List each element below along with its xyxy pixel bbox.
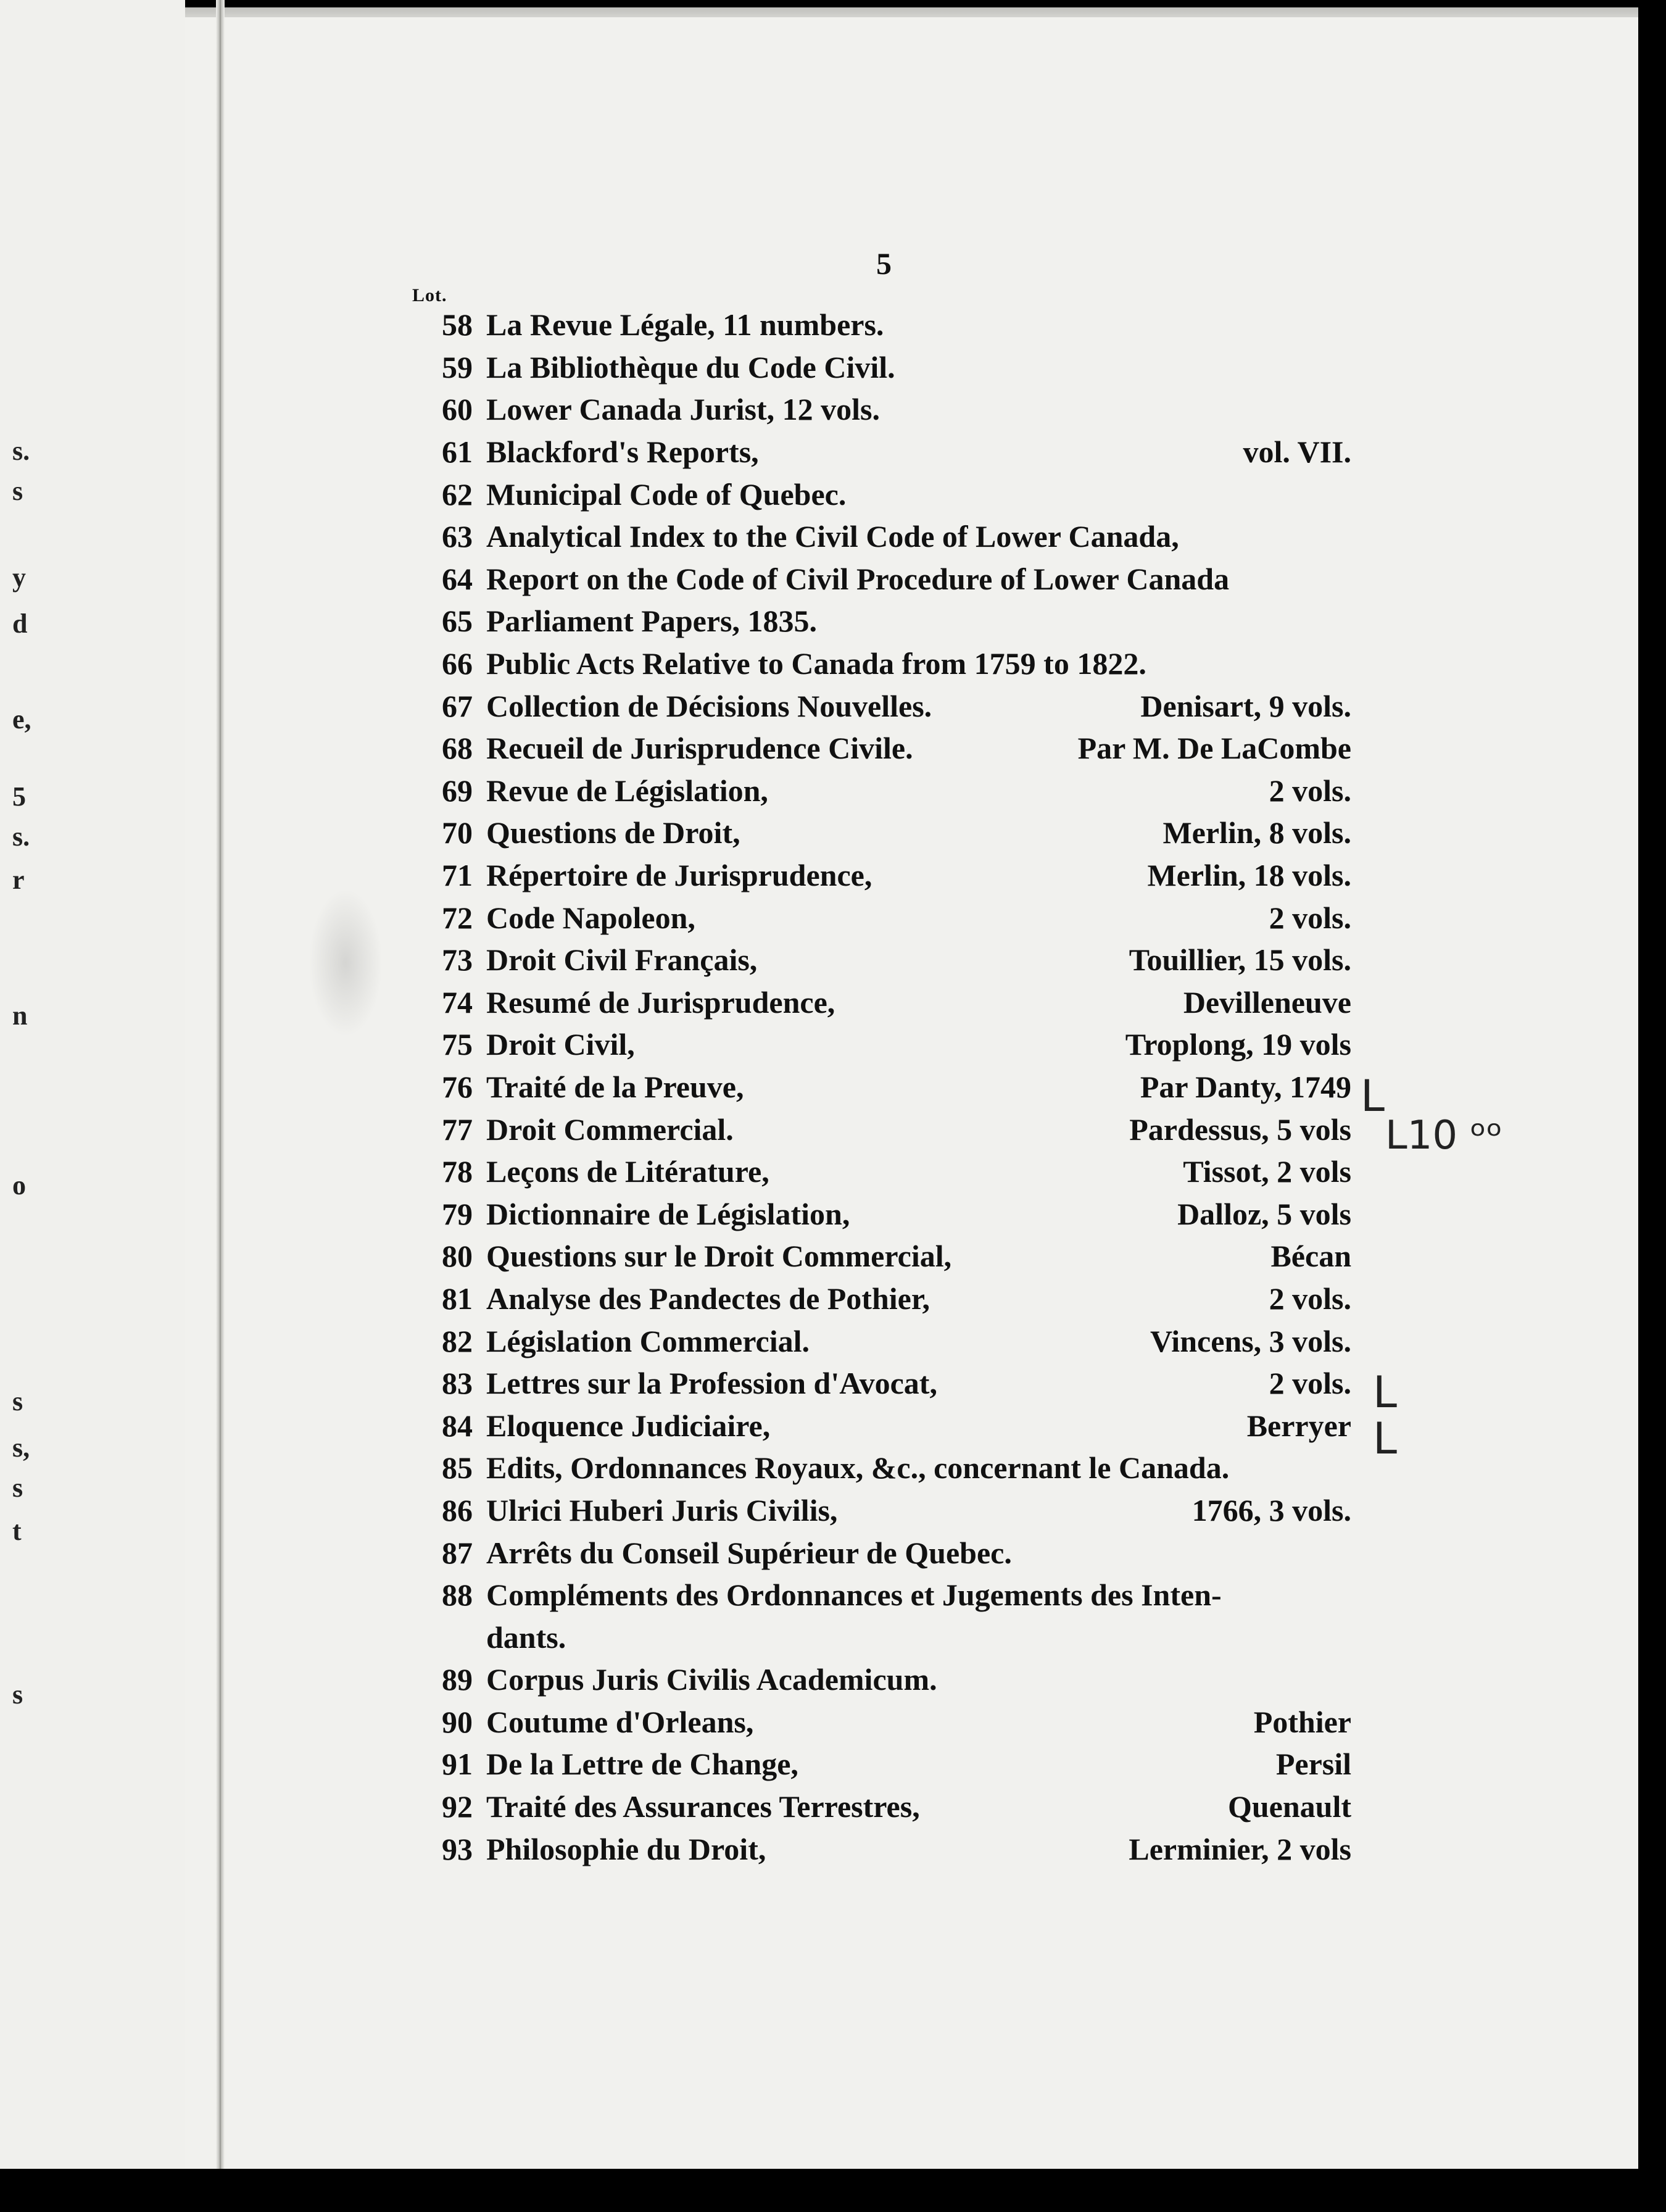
lot-number: 75 [442,1027,473,1062]
lot-number: 79 [442,1196,473,1231]
lot-title: Droit Civil Français, [486,942,758,978]
lot-author-volumes: Merlin, 8 vols. [1162,815,1351,850]
lot-entry [407,1278,1351,1320]
ink-smudge [309,889,383,1037]
lot-title: Questions de Droit, [486,815,740,850]
lot-title: Code Napoleon, [486,900,695,935]
margin-fragment: r [12,865,25,895]
lot-number: 65 [442,604,473,639]
lot-author-volumes: Troplong, 19 vols [1125,1027,1351,1062]
lot-number: 61 [442,434,473,470]
handwritten-tick-84: L [1373,1413,1397,1464]
lot-author-volumes: 2 vols. [1269,1281,1351,1316]
lot-entry [407,1023,1351,1066]
lot-author-volumes: Quenault [1227,1789,1351,1824]
lot-entry [407,727,1351,770]
lot-title: Leçons de Litérature, [486,1154,769,1189]
margin-fragment: s [12,1386,23,1416]
lot-entry [407,1531,1351,1574]
lot-title: Traité de la Preuve, [486,1069,744,1104]
lot-title: Traité des Assurances Terrestres, [486,1789,920,1824]
lot-title: Analytical Index to the Civil Code of Lower Canada, [486,519,1179,554]
lot-list [407,304,1351,1870]
lot-title: De la Lettre de Change, [486,1747,798,1782]
lot-entry [407,1489,1351,1532]
lot-title: Public Acts Relative to Canada from 1759 to 1822. [486,646,1146,681]
lot-title: dants. [486,1620,566,1655]
lot-title: Eloquence Judiciaire, [486,1408,771,1443]
lot-number: 59 [442,349,473,385]
lot-title: Coutume d'Orleans, [486,1704,754,1739]
margin-fragment: 5 [12,781,26,812]
lot-title: La Revue Légale, 11 numbers. [486,307,884,343]
lot-number: 66 [442,646,473,681]
lot-author-volumes: 2 vols. [1269,1366,1351,1401]
lot-author-volumes: Touillier, 15 vols. [1129,942,1351,978]
margin-fragment: s, [12,1432,30,1463]
lot-number: 89 [442,1662,473,1697]
lot-title: Lettres sur la Profession d'Avocat, [486,1366,937,1401]
lot-number: 83 [442,1366,473,1401]
lot-author-volumes: Berryer [1246,1408,1351,1443]
lot-number: 85 [442,1450,473,1486]
lot-number: 67 [442,688,473,723]
lot-title: Analyse des Pandectes de Pothier, [486,1281,930,1316]
lot-title: Dictionnaire de Législation, [486,1196,850,1231]
lot-title: Corpus Juris Civilis Academicum. [486,1662,937,1697]
lot-title: Droit Civil, [486,1027,635,1062]
lot-entry [407,1701,1351,1744]
lot-author-volumes: Lerminier, 2 vols [1129,1831,1351,1866]
lot-entry [407,1574,1351,1616]
handwritten-note-77: L10 ᵒᵒ [1385,1113,1503,1158]
lot-entry [407,1192,1351,1235]
margin-fragment: d [12,609,28,639]
lot-number: 62 [442,476,473,512]
lot-number: 82 [442,1323,473,1358]
lot-author-volumes: Denisart, 9 vols. [1140,688,1351,723]
lot-title: Législation Commercial. [486,1323,810,1358]
lot-entry [407,642,1351,685]
lot-author-volumes: vol. VII. [1243,434,1351,470]
lot-entry [407,388,1351,431]
margin-fragment: y [12,562,26,592]
lot-title: Compléments des Ordonnances et Jugements des Inten- [486,1578,1222,1613]
margin-fragment: e, [12,704,31,734]
lot-entry [407,1108,1351,1150]
lot-entry [407,812,1351,854]
lot-entry [407,896,1351,939]
lot-number: 93 [442,1831,473,1866]
lot-number: 90 [442,1704,473,1739]
lot-author-volumes: 2 vols. [1269,773,1351,808]
lot-entry [407,1235,1351,1278]
lot-entry [407,1827,1351,1870]
lot-number: 87 [442,1535,473,1570]
lot-author-volumes: Tissot, 2 vols [1183,1154,1351,1189]
right-border [1638,0,1666,2212]
lot-author-volumes: Pardessus, 5 vols [1129,1112,1351,1147]
margin-fragment: s. [12,436,30,466]
margin-fragment: s [12,1679,23,1710]
lot-author-volumes: Par M. De LaCombe [1077,731,1351,766]
lot-title: Arrêts du Conseil Supérieur de Quebec. [486,1535,1012,1570]
margin-fragment: s [12,1473,23,1503]
lot-entry [407,770,1351,812]
lot-number: 86 [442,1492,473,1528]
lot-number: 72 [442,900,473,935]
lot-title: Lower Canada Jurist, 12 vols. [486,392,881,427]
bottom-border [0,2169,1666,2212]
lot-entry [407,1320,1351,1362]
lot-number: 81 [442,1281,473,1316]
handwritten-tick-76: L [1361,1071,1385,1121]
lot-title: Questions sur le Droit Commercial, [486,1239,952,1274]
page-number: 5 [876,246,892,281]
lot-number: 58 [442,307,473,343]
lot-title: Recueil de Jurisprudence Civile. [486,731,913,766]
lot-number: 78 [442,1154,473,1189]
lot-number: 60 [442,392,473,427]
lot-title: Parliament Papers, 1835. [486,604,818,639]
lot-entry [407,1447,1351,1489]
lot-entry [407,1404,1351,1447]
lot-number: 91 [442,1747,473,1782]
lot-title: Répertoire de Jurisprudence, [486,858,872,893]
lot-author-volumes: Dalloz, 5 vols [1177,1196,1351,1231]
lot-entry [407,304,1351,346]
lot-title: Resumé de Jurisprudence, [486,984,835,1020]
lot-entry [407,939,1351,981]
lot-number: 69 [442,773,473,808]
lot-entry [407,1362,1351,1405]
lot-number: 64 [442,561,473,596]
lot-number: 88 [442,1578,473,1613]
lot-entry [407,1786,1351,1828]
lot-number: 68 [442,731,473,766]
lot-entry [407,1743,1351,1786]
lot-number: 63 [442,519,473,554]
lot-author-volumes: Pothier [1253,1704,1351,1739]
lot-entry [407,1150,1351,1193]
lot-column-header: Lot. [412,285,447,306]
lot-entry [407,346,1351,389]
lot-title: Ulrici Huberi Juris Civilis, [486,1492,838,1528]
page-fold [216,0,225,2212]
lot-author-volumes: Par Danty, 1749 [1140,1069,1351,1104]
lot-entry [407,1066,1351,1108]
lot-number: 70 [442,815,473,850]
margin-fragment: s. [12,821,30,852]
lot-author-volumes: Bécan [1270,1239,1351,1274]
lot-author-volumes: Merlin, 18 vols. [1147,858,1351,893]
lot-number: 80 [442,1239,473,1274]
lot-entry [407,473,1351,515]
lot-author-volumes: Vincens, 3 vols. [1150,1323,1351,1358]
lot-entry [407,981,1351,1024]
lot-number: 84 [442,1408,473,1443]
lot-title: Report on the Code of Civil Procedure of Lower Canada [486,561,1230,596]
margin-fragment: t [12,1516,22,1546]
lot-number: 76 [442,1069,473,1104]
lot-title: Philosophie du Droit, [486,1831,766,1866]
lot-entry [407,431,1351,473]
lot-title: Revue de Législation, [486,773,768,808]
lot-author-volumes: 2 vols. [1269,900,1351,935]
margin-fragment: s [12,476,23,506]
lot-author-volumes: 1766, 3 vols. [1191,1492,1351,1528]
margin-fragment: o [12,1170,26,1200]
lot-author-volumes: Devilleneuve [1183,984,1351,1020]
lot-entry [407,600,1351,642]
lot-entry [407,515,1351,558]
handwritten-tick-83: L [1373,1367,1397,1418]
lot-title: Droit Commercial. [486,1112,734,1147]
lot-number: 73 [442,942,473,978]
lot-number: 71 [442,858,473,893]
lot-entry [407,684,1351,727]
lot-title: Municipal Code of Quebec. [486,476,847,512]
margin-fragment: n [12,1000,28,1031]
lot-entry [407,1616,1351,1658]
lot-entry [407,1658,1351,1701]
lot-number: 92 [442,1789,473,1824]
lot-title: Collection de Décisions Nouvelles. [486,688,932,723]
lot-entry [407,854,1351,897]
lot-title: Edits, Ordonnances Royaux, &c., concernant le Canada. [486,1450,1230,1486]
lot-number: 74 [442,984,473,1020]
lot-title: La Bibliothèque du Code Civil. [486,349,895,385]
lot-entry [407,558,1351,601]
lot-title: Blackford's Reports, [486,434,759,470]
left-page-strip [0,0,185,2212]
lot-author-volumes: Persil [1275,1747,1351,1782]
lot-number: 77 [442,1112,473,1147]
